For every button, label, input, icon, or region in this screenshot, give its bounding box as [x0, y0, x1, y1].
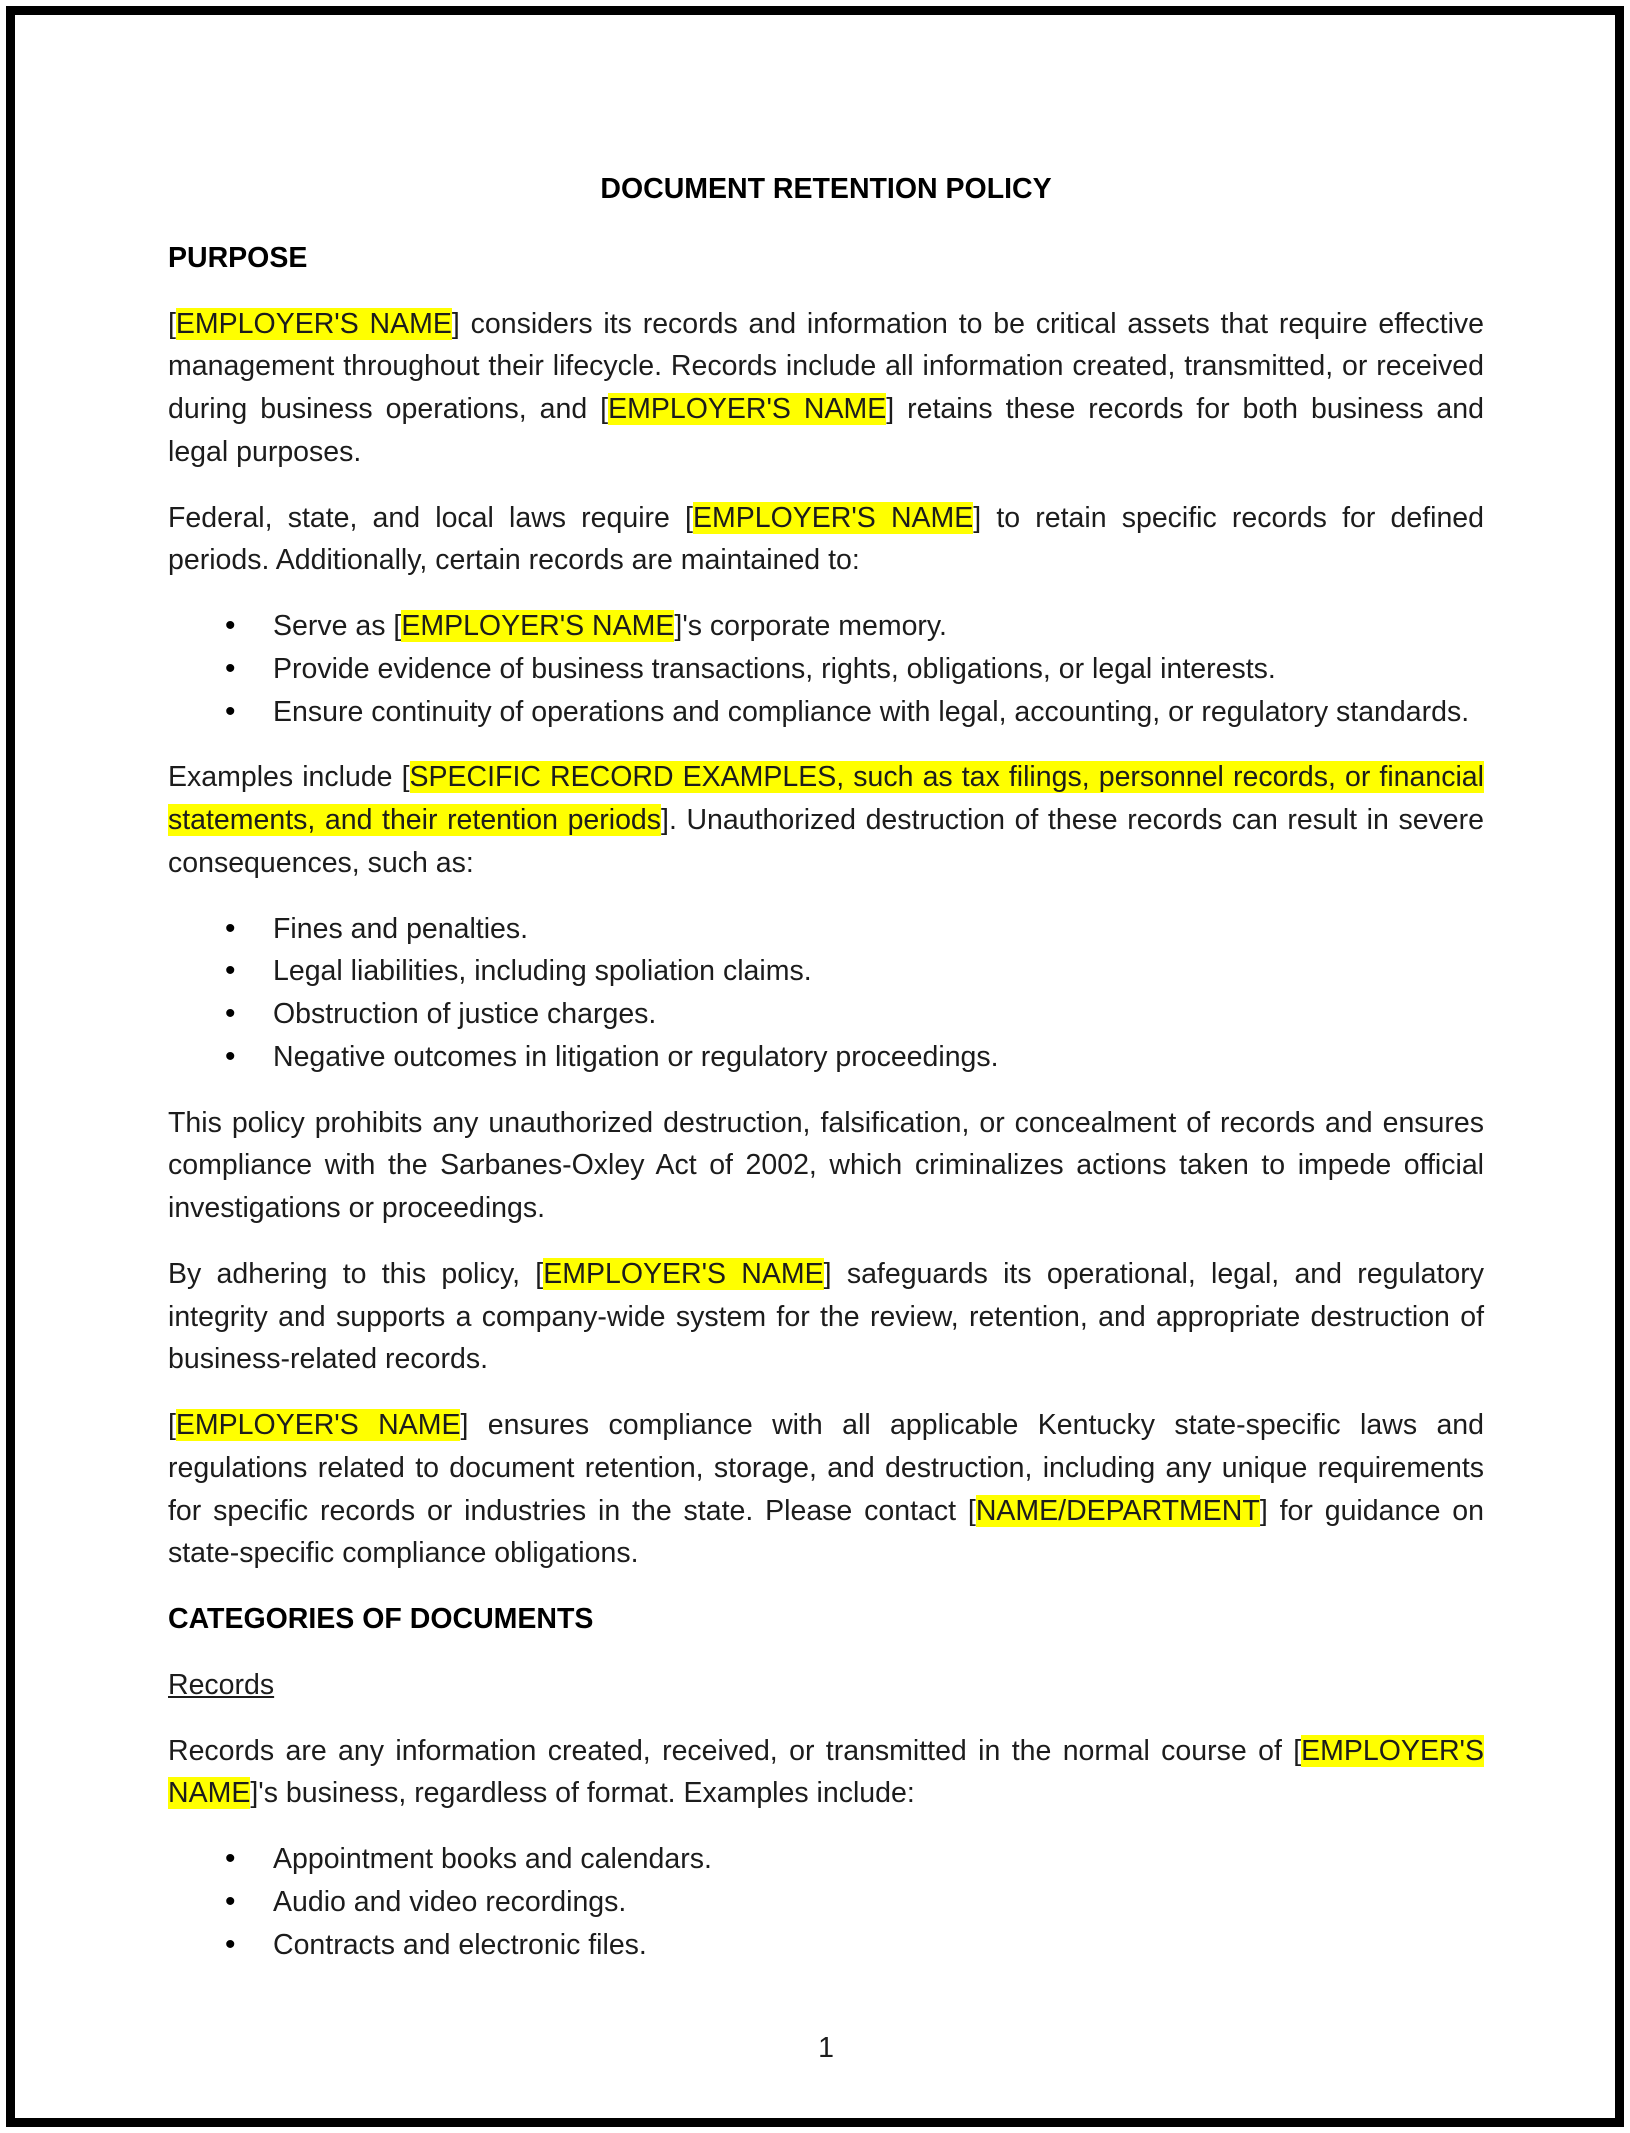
paragraph: [168, 303, 1484, 474]
highlighted-placeholder: EMPLOYER'S NAME: [543, 1257, 824, 1290]
text-run: Legal liabilities, including spoliation claims.: [273, 955, 812, 988]
text-run: ]. Unauthorized destruction of these records can result in severe consequences, such as:: [168, 804, 1484, 879]
bullet-item: [273, 950, 1484, 993]
highlighted-placeholder: EMPLOYER'S NAME: [175, 1409, 461, 1441]
bullet-item: [273, 1838, 1484, 1881]
text-run: Negative outcomes in litigation or regulatory proceedings.: [273, 1040, 999, 1073]
text-run: Records are any information created, received, or transmitted in the normal course of [: [168, 1734, 1302, 1767]
text-run: ] retains these records for both business and legal purposes.: [168, 393, 1484, 468]
text-run: Fines and penalties.: [273, 912, 529, 945]
text-run: By adhering to this policy, [: [168, 1257, 544, 1290]
highlighted-placeholder: SPECIFIC RECORD EXAMPLES, such as tax filings, personnel records, or financial statements, and their retention periods: [168, 761, 1484, 836]
subsection-heading: Records: [168, 1668, 275, 1701]
paragraph: [168, 1730, 1484, 1816]
highlighted-placeholder: EMPLOYER'S NAME: [175, 307, 452, 340]
text-run: ] safeguards its operational, legal, and regulatory integrity and supports a company-wide system for the review, retention, and appropriate destruction of business-related records.: [168, 1257, 1484, 1376]
bullet-item: [273, 1881, 1484, 1924]
bullet-item: [273, 1036, 1484, 1079]
text-run: ] for guidance on state-specific compliance obligations.: [168, 1494, 1484, 1570]
highlighted-placeholder: EMPLOYER'S NAME: [692, 501, 974, 534]
section-heading: CATEGORIES OF DOCUMENTS: [168, 1603, 594, 1635]
text-run: Serve as [: [273, 610, 402, 642]
section-heading: PURPOSE: [168, 241, 308, 274]
bullet-item: [273, 691, 1484, 734]
text-run: Ensure continuity of operations and compliance with legal, accounting, or regulatory standards.: [273, 695, 1470, 728]
text-run: ]'s corporate memory.: [674, 610, 947, 642]
text-run: Audio and video recordings.: [273, 1885, 627, 1918]
text-run: ] ensures compliance with all applicable Kentucky state-specific laws and regulations related to document retention, storage, and destruction, including any unique requirements for specific records or industries in the state. Please contact [: [168, 1409, 1484, 1527]
document-body: [168, 237, 1484, 1967]
bullet-list: [168, 908, 1484, 1079]
page-number: 1: [818, 2032, 834, 2064]
paragraph: [168, 756, 1484, 884]
bullet-list: [168, 1838, 1484, 1966]
bullet-item: [273, 993, 1484, 1036]
bullet-item: [273, 1924, 1484, 1967]
document-title: DOCUMENT RETENTION POLICY: [600, 173, 1052, 205]
paragraph: [168, 1102, 1484, 1230]
text-run: Appointment books and calendars.: [273, 1843, 712, 1875]
text-run: Obstruction of justice charges.: [273, 998, 657, 1030]
text-run: Provide evidence of business transactions, rights, obligations, or legal interests.: [273, 652, 1276, 685]
text-run: [: [168, 307, 176, 340]
bullet-item: [273, 908, 1484, 951]
bullet-list: [168, 605, 1484, 733]
text-run: Examples include [: [168, 761, 410, 794]
text-run: Federal, state, and local laws require [: [168, 501, 693, 534]
paragraph: [168, 1253, 1484, 1381]
text-run: This policy prohibits any unauthorized destruction, falsification, or concealment of records and ensures compliance with the Sarbanes-Oxley Act of 2002, which criminalizes actions taken to impede official investigations or proceedings.: [168, 1106, 1484, 1224]
text-run: [: [168, 1409, 176, 1441]
highlighted-placeholder: EMPLOYER'S NAME: [401, 610, 675, 642]
text-run: ]'s business, regardless of format. Examples include:: [250, 1777, 915, 1810]
highlighted-placeholder: EMPLOYER'S NAME: [168, 1734, 1484, 1810]
paragraph: [168, 1404, 1484, 1575]
text-run: Contracts and electronic files.: [273, 1928, 647, 1961]
highlighted-placeholder: NAME/DEPARTMENT: [975, 1494, 1260, 1527]
bullet-item: [273, 605, 1484, 648]
text-run: ] considers its records and information to be critical assets that require effective management throughout their lifecycle. Records include all information created, transmitted, or received during business operations, and [: [168, 307, 1484, 425]
highlighted-placeholder: EMPLOYER'S NAME: [608, 393, 887, 425]
text-run: ] to retain specific records for defined periods. Additionally, certain records are maintained to:: [168, 501, 1484, 577]
bullet-item: [273, 648, 1484, 691]
paragraph: [168, 497, 1484, 583]
